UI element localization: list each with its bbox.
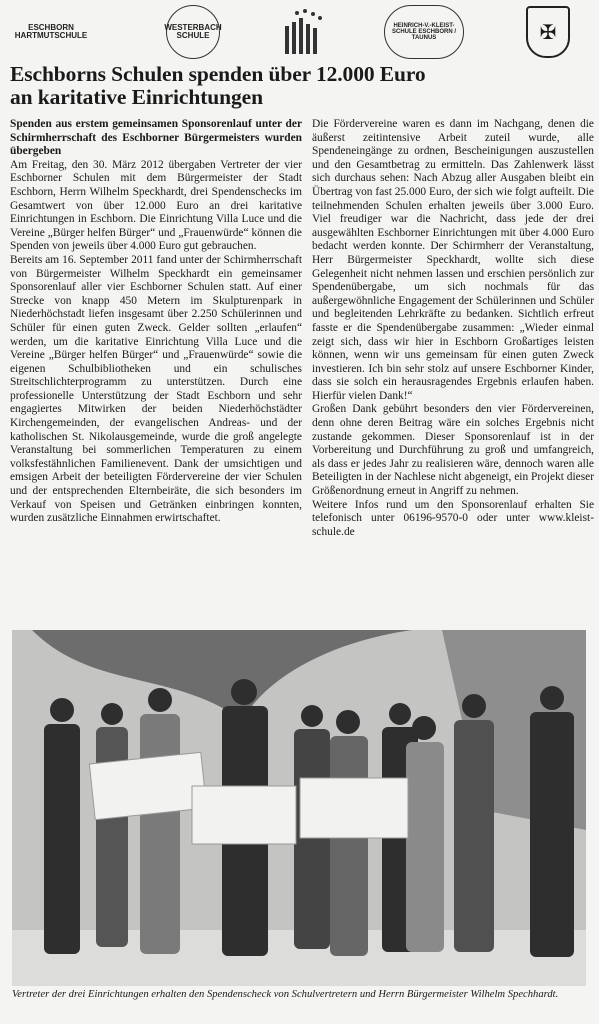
headline-line-2: an karitative Einrichtungen xyxy=(10,85,263,109)
logo-bar xyxy=(0,0,599,64)
article-paragraph: Bereits am 16. September 2011 fand unter der Schirmherrschaft von Bürgermeister Wilhelm Speckhardt ein gemeinsamer Sponsorenlauf aller vier Eschborner Schulen statt. Auf einer Strecke von knapp 450 Metern im Skulpturenpark in Niederhöchstadt liefen insgesamt über 2.250 Schülerinnen und Schüler für einen guten Zweck. Gelder sollten „erlaufen“ werden, um die karitative Einrichtung Villa Luce und die Vereine „Bürger helfen Bürger“ und „Frauenwürde“ sowie die eigenen Schulbibliotheken und ein schulisches Streitschlichterprogramm zu unterstützen. Durch eine professionelle Unterstützung der Stadt Eschborn und sehr engagiertes Mitwirken der beiden Niederhöchstädter Kirchengemeinden, der evangelischen Andreas- und der katholischen St. Nikolausgemeinde, wurde die groß angelegte Veranstaltung bei sommerlichen Temperaturen zu einem volksfestähnlichen Familienevent. Dank der umsichtigen und emsigen Arbeit der beteiligten Fördervereine der vier Schulen und der entsprechenden Elternbeiräte, die sich besonders im Verkauf von Speisen und Getränken einbringen konnten, wurden zusätzliche Einnahmen erwirtschaftet. xyxy=(10,253,302,525)
article-paragraph: Weitere Infos rund um den Sponsorenlauf erhalten Sie telefonisch unter 06196-9570-0 oder unter www.kleist-schule.de xyxy=(312,498,594,538)
logo-text: HEINRICH-V.-KLEIST-SCHULE ESCHBORN / TAUNUS xyxy=(391,22,456,42)
article-paragraph: Großen Dank gebührt besonders den vier Fördervereinen, denn ohne deren Beitrag wäre ein solches Ergebnis nicht zustande gekommen. Dieser Sponsorenlauf ist in der Vorbereitung und Durchführung zu groß und umfangreich, als dass er jedes Jahr zu realisieren wäre, dennoch waren alle Beteiligten in der Nachlese nicht abgeneigt, ein Projekt dieser Größenordnung erneut in Angriff zu nehmen. xyxy=(312,403,594,498)
westerbach-ring xyxy=(166,5,220,59)
photo-caption: Vertreter der drei Einrichtungen erhalten den Spendenscheck von Schulvertretern und Herrn Bürgermeister Wilhelm Spechhardt. xyxy=(12,989,559,1000)
eschborn-coat-of-arms xyxy=(525,6,571,58)
group-photo xyxy=(12,630,586,986)
group-photo-illustration xyxy=(12,630,586,986)
shield-icon: ✠ xyxy=(526,6,570,58)
article-lead: Spenden aus erstem gemeinsamen Sponsorenlauf unter der Schirmherrschaft des Eschborner Bürgermeisters wurden übergeben xyxy=(10,118,302,158)
headline-line-1: Eschborns Schulen spenden über 12.000 Euro xyxy=(10,62,426,86)
article-column-left xyxy=(10,118,302,526)
article-column-right xyxy=(312,118,594,539)
logo-text: WESTERBACH SCHULE xyxy=(164,22,222,40)
heinrich-von-kleist-schule-logo xyxy=(378,6,470,58)
dotted-bars-icon xyxy=(283,8,327,56)
dotted-school-logo xyxy=(280,6,330,58)
article-paragraph: Die Fördervereine waren es dann im Nachgang, denen die äußerst zeitintensive Arbeit zuteil wurde, alle Spendeneingänge zu ordnen, Bescheinigungen auszustellen und den Gesamtbetrag zu ermitteln. Das Zahlenwerk lässt sich durchaus sehen: Nach Abzug aller Ausgaben bleibt ein Übertrag von fast 25.000 Euro, der sich wie folgt aufteilt. Die teilnehmenden Schulen erhalten jeweils über 3.000 Euro. Viel freudiger war die Nachricht, dass jede der drei ausgewählten Eschborner Einrichtungen mit über 4.000 Euro bedacht werden konnte. Der Schirmherr der Veranstaltung, Herr Bürgermeister Speckhardt, wollte sich diese Gelegenheit nicht nehmen lassen und erschien persönlich zur Spendenübergabe, um sich nochmals für das außergewöhnliche Engagement der Schülerinnen und Schüler und begleitenden Lehrkräfte zu bedanken. Sichtlich erfreut fasste er die Spendenübergabe zusammen: „Wieder einmal zeigt sich, dass wir hier in Eschborn Großartiges leisten können, wenn wir uns gemeinsam für einen guten Zweck investieren. Ich bin sehr stolz auf unsere Eschborner Kinder, dass sie solch ein herausragendes Ergebnis erlaufen haben. Hierfür vielen Dank!“ xyxy=(312,118,594,402)
kleist-ring xyxy=(384,5,464,59)
eschborn-hartmutschule-logo xyxy=(8,6,94,58)
article-paragraph: Am Freitag, den 30. März 2012 übergaben Vertreter der vier Eschborner Schulen mit dem Bürgermeister der Stadt Eschborn, Herrn Wilhelm Speckhardt, drei Spendenschecks im Gesamtwert von über 12.000 Euro an drei karitative Einrichtungen in Eschborn. Die Einrichtung Villa Luce und die Vereine „Bürger helfen Bürger“ und „Frauenwürde“ können die Spenden von jeweils über 4.000 Euro gut gebrauchen. xyxy=(10,158,302,253)
westerbach-schule-logo xyxy=(162,6,224,58)
logo-text: ESCHBORN HARTMUTSCHULE xyxy=(14,22,88,40)
article-headline xyxy=(10,63,595,109)
